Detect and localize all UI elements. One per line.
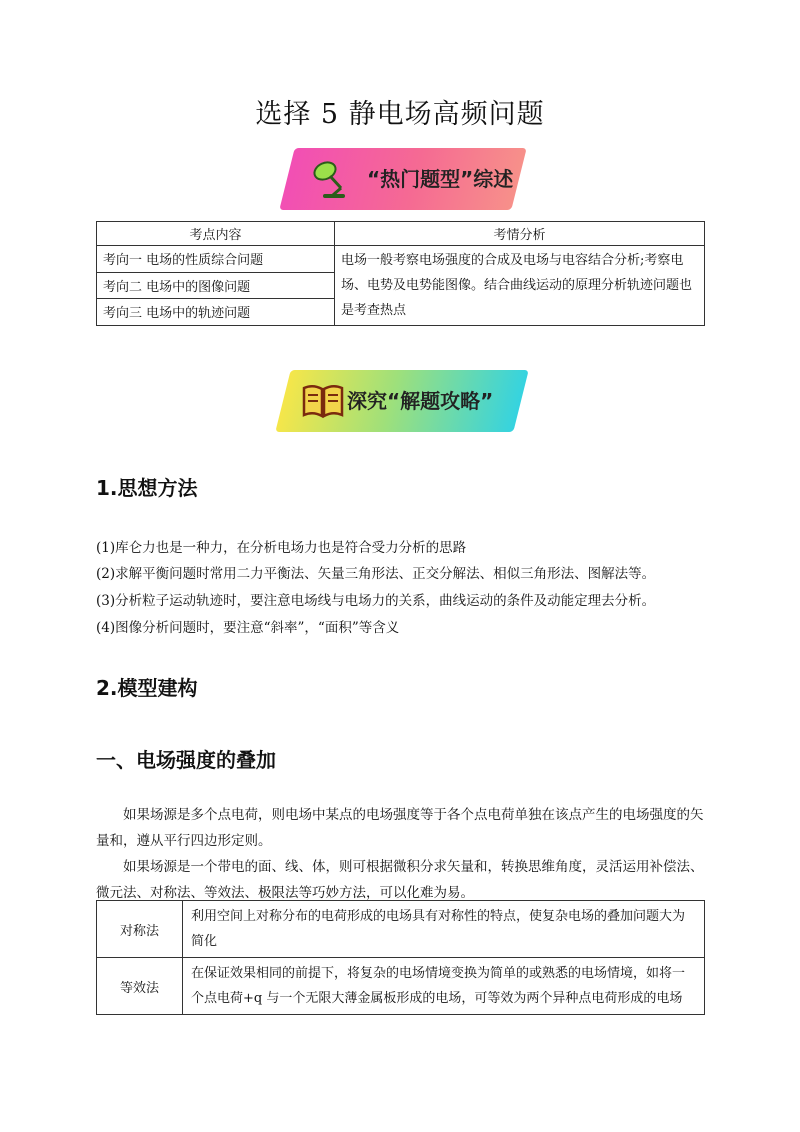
table-header: 考情分析 [335,222,705,246]
table-cell-analysis: 电场一般考察电场强度的合成及电场与电容结合分析;考察电场、电势及电势能图像。结合曲线运动的原理分析轨迹问题也是考查热点 [335,246,705,326]
section-heading: 1.思想方法 [96,476,198,500]
method-desc: 在保证效果相同的前提下，将复杂的电场情境变换为简单的或熟悉的电场情境，如将一个点电荷+q 与一个无限大薄金属板形成的电场，可等效为两个异种点电荷形成的电场 [183,958,705,1015]
table-cell: 考向三 电场中的轨迹问题 [97,299,335,326]
exam-points-table [96,221,705,326]
table-header: 考点内容 [97,222,335,246]
table-cell: 考向二 电场中的图像问题 [97,272,335,299]
methods-table [96,900,705,1015]
desk-lamp-icon [311,158,357,200]
method-item: (2)求解平衡问题时常用二力平衡法、矢量三角形法、正交分解法、相似三角形法、图解法等。 [96,566,656,582]
section-heading: 一、电场强度的叠加 [96,748,276,772]
method-desc: 利用空间上对称分布的电荷形成的电场具有对称性的特点，使复杂电场的叠加问题大为简化 [183,901,705,958]
table-cell: 考向一 电场的性质综合问题 [97,246,335,273]
banner-strategy [283,370,521,432]
banner-hot-topics-text: “热门题型”综述 [367,167,514,191]
method-item: (3)分析粒子运动轨迹时，要注意电场线与电场力的关系，曲线运动的条件及动能定理去分析。 [96,593,656,609]
paragraph: 如果场源是一个带电的面、线、体，则可根据微积分求矢量和，转换思维角度，灵活运用补偿法、微元法、对称法、等效法、极限法等巧妙方法，可以化难为易。 [96,859,704,901]
method-item: (4)图像分析问题时，要注意“斜率”，“面积”等含义 [96,620,400,636]
open-book-icon [301,380,345,422]
method-item: (1)库仑力也是一种力，在分析电场力也是符合受力分析的思路 [96,540,467,556]
banner-hot-topics [287,148,519,210]
method-name: 对称法 [97,901,183,958]
banner-strategy-text: 深究“解题攻略” [347,389,494,413]
section-heading: 2.模型建构 [96,676,198,700]
paragraph: 如果场源是多个点电荷，则电场中某点的电场强度等于各个点电荷单独在该点产生的电场强度的矢量和，遵从平行四边形定则。 [96,807,704,849]
method-name: 等效法 [97,958,183,1015]
page-title: 选择 5 静电场高频问题 [255,99,545,130]
